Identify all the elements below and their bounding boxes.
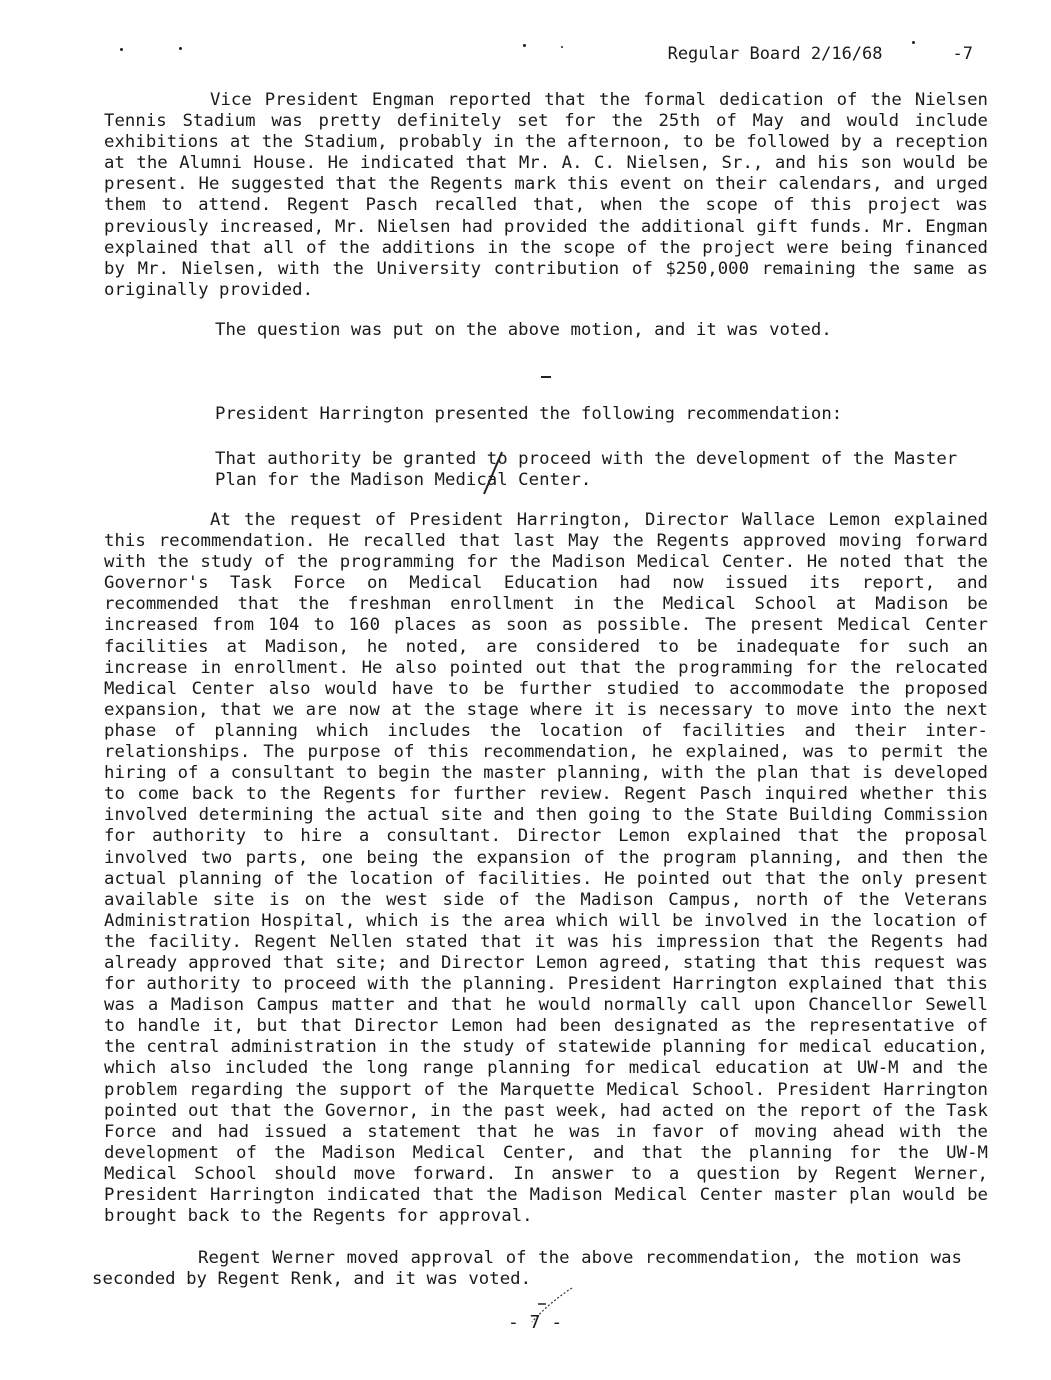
- paragraph-recommendation-intro: President Harrington presented the following recommendation:: [215, 404, 843, 424]
- page-header: [668, 44, 973, 64]
- paragraph-tennis-stadium: Vice President Engman reported that the formal dedication of the Nielsen Tennis Stadium was pretty definitely set for the 25th of May and would include exhibitions at the Stadium, probably in the afternoon, to be followed by a reception at the Alumni House. He indicated that Mr. A. C. Nielsen, Sr., and his son would be present. He suggested that the Regents mark this event on their calendars, and urged them to attend. Regent Pasch recalled that, when the scope of this project was previously increased, Mr. Nielsen had provided the additional gift funds. Mr. Engman explained that all of the additions in the scope of the project were being financed by Mr. Nielsen, with the University contribution of $250,000 remaining the same as originally provided.: [104, 90, 988, 300]
- scan-speck: [120, 48, 123, 51]
- scan-speck: [523, 44, 526, 47]
- recommendation-text: That authority be granted to proceed with the development of the Master Plan for the Madison Medical Center.: [215, 449, 958, 491]
- paragraph-final-motion: Regent Werner moved approval of the above recommendation, the motion was seconded by Regent Renk, and it was voted.: [92, 1248, 962, 1290]
- handwritten-mark: [478, 448, 508, 498]
- meeting-label: Regular Board 2/16/68: [667, 44, 883, 64]
- page-number: -7: [952, 44, 973, 64]
- page-footer: [508, 1312, 562, 1333]
- scan-speck: [561, 46, 563, 48]
- handwritten-pen-stroke: [510, 1286, 580, 1326]
- paragraph-lemon-explanation: At the request of President Harrington, Director Wallace Lemon explained this recommendation. He recalled that last May the Regents approved moving forward with the study of the programming for the Madison Medical Center. He noted that the Governor's Task Force on Medical Education had now issued its report, and recommended that the freshman enrollment in the Medical School at Madison be increased from 104 to 160 places as soon as possible. The present Medical Center facilities at Madison, he noted, are considered to be inadequate for such an increase in enrollment. He also pointed out that the programming for the relocated Medical Center also would have to be further studied to accommodate the proposed expansion, that we are now at the stage where it is necessary to move into the next phase of planning which includes the location of facilities and their inter-relationships. The purpose of this recommendation, he explained, was to permit the hiring of a consultant to begin the master planning, with the plan that is developed to come back to the Regents for further review. Regent Pasch inquired whether this involved determining the actual site and then going to the State Building Commission for authority to hire a consultant. Director Lemon explained that the proposal involved two parts, one being the expansion of the program planning, and then the actual planning of the location of facilities. He pointed out that the only present available site is on the west side of the Madison Campus, north of the Veterans Administration Hospital, which is the area which will be involved in the location of the facility. Regent Nellen stated that it was his impression that the Regents had already approved that site; and Director Lemon agreed, stating that this request was for authority to proceed with the planning. President Harrington explained that this was a Madison Campus matter and that he would normally call upon Chancellor Sewell to handle it, but that Director Lemon had been designated as the representative of the central administration in the study of statewide planning for medical education, which also included the long range planning for medical education at UW-M and the problem regarding the support of the Marquette Medical School. President Harrington pointed out that the Governor, in the past week, had acted on the report of the Task Force and had issued a statement that he was in favor of moving ahead with the development of the Madison Medical Center, and that the planning for the UW-M Medical School should move forward. In answer to a question by Regent Werner, President Harrington indicated that the Madison Medical Center master plan would be brought back to the Regents for approval.: [104, 510, 988, 1227]
- section-divider: [541, 376, 551, 378]
- scan-speck: [179, 47, 182, 50]
- footer-page-number: - 7 -: [508, 1312, 563, 1333]
- paragraph-motion-voted: The question was put on the above motion, and it was voted.: [215, 320, 832, 340]
